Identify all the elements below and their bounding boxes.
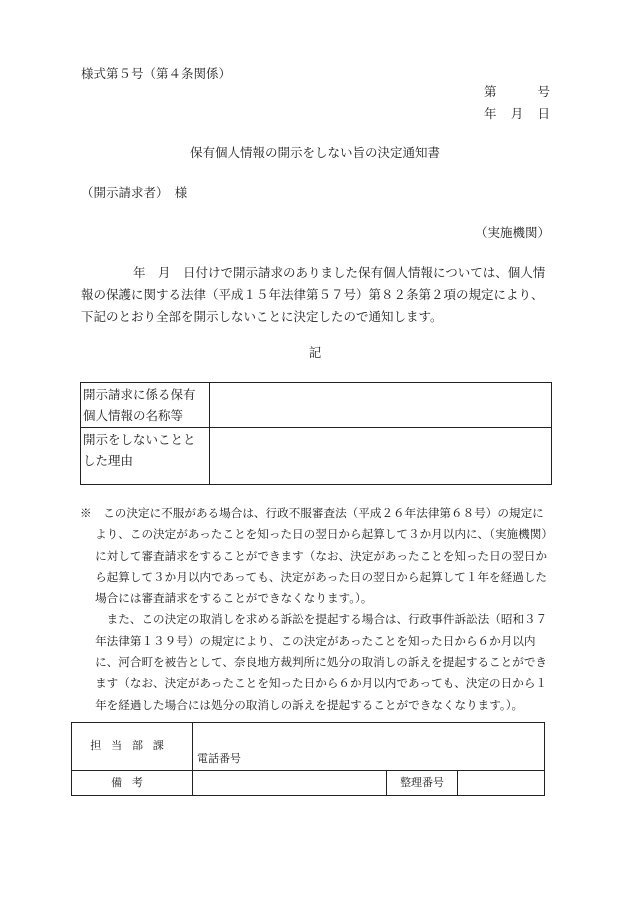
info-name-label: 開示請求に係る保有個人情報の名称等 bbox=[81, 383, 210, 428]
body-paragraph: 年 月 日付けで開示請求のありました保有個人情報については、個人情報の保護に関する法律（平成１５年法律第５７号）第８２条第２項の規定により、下記のとおり全部を開示しないことに決定したので通知します。 bbox=[81, 265, 546, 324]
reason-value bbox=[210, 428, 552, 485]
ki-heading: 記 bbox=[308, 345, 322, 360]
requester-addressee: （開示請求者） 様 bbox=[81, 185, 188, 200]
table-row bbox=[81, 428, 552, 485]
info-name-value bbox=[210, 383, 552, 428]
form-number: 様式第５号（第４条関係） bbox=[81, 66, 232, 81]
remarks-value bbox=[193, 771, 387, 796]
date-year: 年 bbox=[484, 106, 497, 121]
document-title: 保有個人情報の開示をしない旨の決定通知書 bbox=[189, 145, 440, 160]
reason-label: 開示をしないこととした理由 bbox=[81, 428, 210, 485]
document-number-suffix: 号 bbox=[537, 84, 550, 99]
date-month: 月 bbox=[510, 106, 524, 121]
remarks-label: 備考 bbox=[72, 771, 193, 796]
table-row bbox=[72, 723, 545, 771]
contact-table bbox=[71, 722, 545, 796]
date-day: 日 bbox=[537, 106, 550, 121]
phone-label: 電話番号 bbox=[193, 723, 545, 771]
document-date bbox=[484, 105, 550, 124]
appeal-notes bbox=[80, 503, 554, 716]
reference-number-label: 整理番号 bbox=[387, 771, 458, 796]
issuing-agency: （実施機関） bbox=[474, 225, 550, 240]
appeal-note-review: ※ この決定に不服がある場合は、行政不服審査法（平成２６年法律第６８号）の規定により、この決定があったことを知った日の翌日から起算して３か月以内に、（実施機関）に対して審査請求をすることができます（なお、決定があったことを知った日の翌日から起算して３か月以内であっても、決定があった日の翌日から起算して１年を経過した場合には審査請求をすることができなくなります。）。 bbox=[80, 506, 553, 606]
appeal-note-lawsuit: また、この決定の取消しを求める訴訟を提起する場合は、行政事件訴訟法（昭和３７年法律第１３９号）の規定により、この決定があったことを知った日から６か月以内に、河合町を被告として、奈良地方裁判所に処分の取消しの訴えを提起することができます（なお、決定があったことを知った日から６か月以内であっても、決定の日から１年を経過した場合には処分の取消しの訴えを提起することができなくなります。）。 bbox=[95, 612, 548, 712]
table-row bbox=[81, 383, 552, 428]
document-number-prefix: 第 bbox=[484, 84, 497, 99]
document-number bbox=[484, 83, 550, 105]
body-text bbox=[81, 262, 551, 328]
reference-number-value bbox=[458, 771, 545, 796]
decision-table bbox=[80, 382, 552, 485]
department-label: 担当部課 bbox=[72, 723, 193, 771]
table-row bbox=[72, 771, 545, 796]
